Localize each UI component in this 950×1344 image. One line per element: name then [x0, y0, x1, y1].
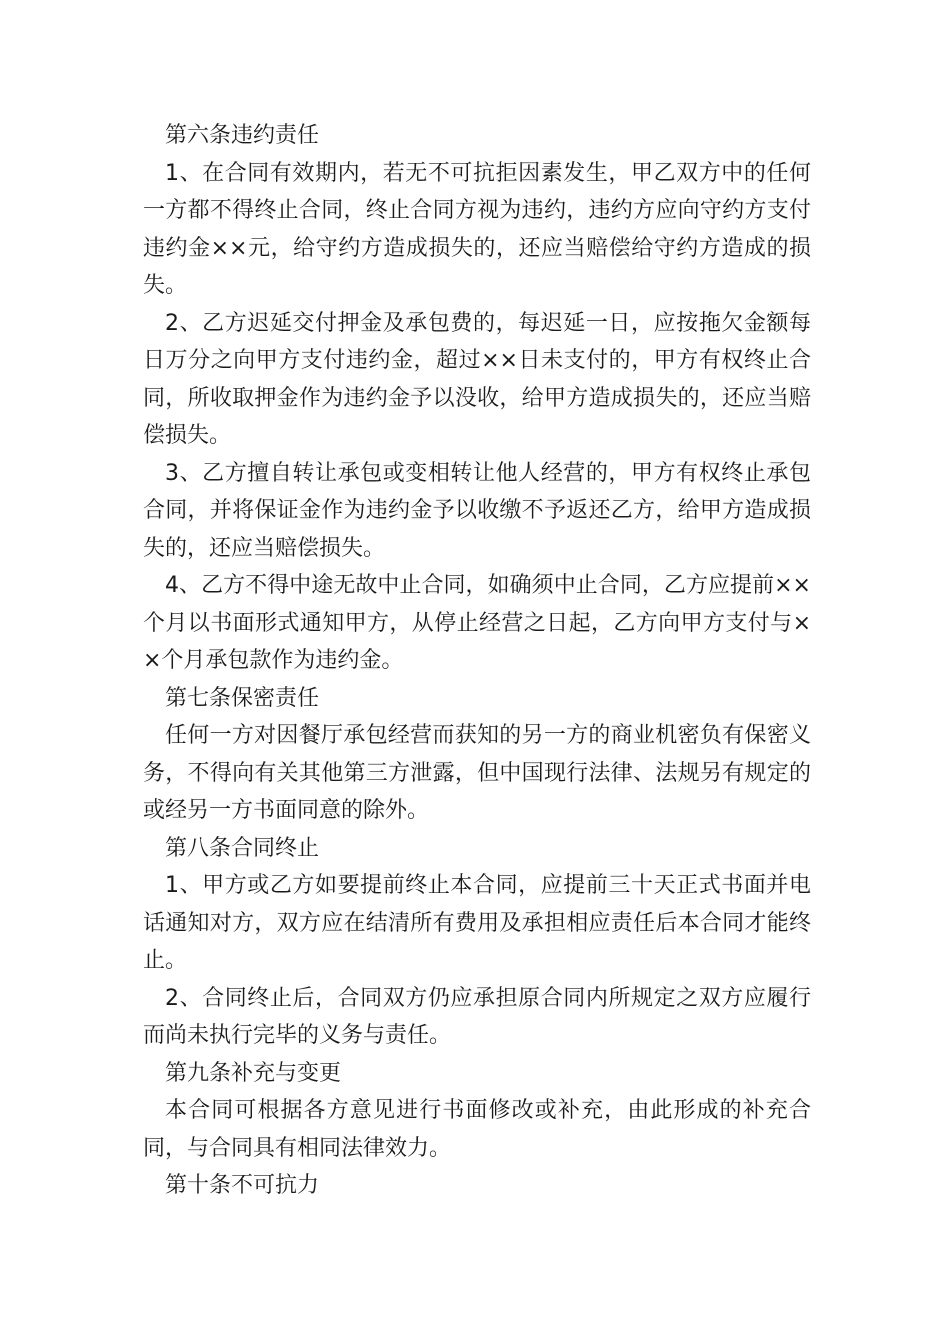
clause-9: 本合同可根据各方意见进行书面修改或补充，由此形成的补充合同，与合同具有相同法律效力。 — [143, 1098, 811, 1161]
clause-6-3: 3、乙方擅自转让承包或变相转让他人经营的，甲方有权终止承包合同，并将保证金作为违约金予以收缴不予返还乙方，给甲方造成损失的，还应当赔偿损失。 — [143, 460, 811, 561]
clause-6-2: 2、乙方迟延交付押金及承包费的，每迟延一日，应按拖欠金额每日万分之向甲方支付违约金，超过××日未支付的，甲方有权终止合同，所收取押金作为违约金予以没收，给甲方造成损失的，还应当赔偿损失。 — [143, 310, 811, 448]
section-heading-8: 第八条合同终止 — [165, 835, 320, 861]
clause-8-1: 1、甲方或乙方如要提前终止本合同，应提前三十天正式书面并电话通知对方，双方应在结清所有费用及承担相应责任后本合同才能终止。 — [143, 873, 811, 973]
clause-6-1: 1、在合同有效期内，若无不可抗拒因素发生，甲乙双方中的任何一方都不得终止合同，终止合同方视为违约，违约方应向守约方支付违约金××元，给守约方造成损失的，还应当赔偿给守约方造成的损失。 — [143, 160, 811, 298]
section-heading-10: 第十条不可抗力 — [165, 1173, 320, 1198]
section-heading-7: 第七条保密责任 — [165, 685, 320, 711]
clause-6-4: 4、乙方不得中途无故中止合同，如确须中止合同，乙方应提前××个月以书面形式通知甲方，从停止经营之日起，乙方向甲方支付与××个月承包款作为违约金。 — [143, 573, 811, 673]
section-heading-9: 第九条补充与变更 — [165, 1060, 342, 1086]
document-body — [143, 117, 811, 1205]
clause-8-2: 2、合同终止后，合同双方仍应承担原合同内所规定之双方应履行而尚未执行完毕的义务与责任。 — [143, 985, 811, 1048]
section-heading-6: 第六条违约责任 — [165, 123, 320, 148]
clause-7: 任何一方对因餐厅承包经营而获知的另一方的商业机密负有保密义务，不得向有关其他第三方泄露，但中国现行法律、法规另有规定的或经另一方书面同意的除外。 — [143, 723, 811, 823]
